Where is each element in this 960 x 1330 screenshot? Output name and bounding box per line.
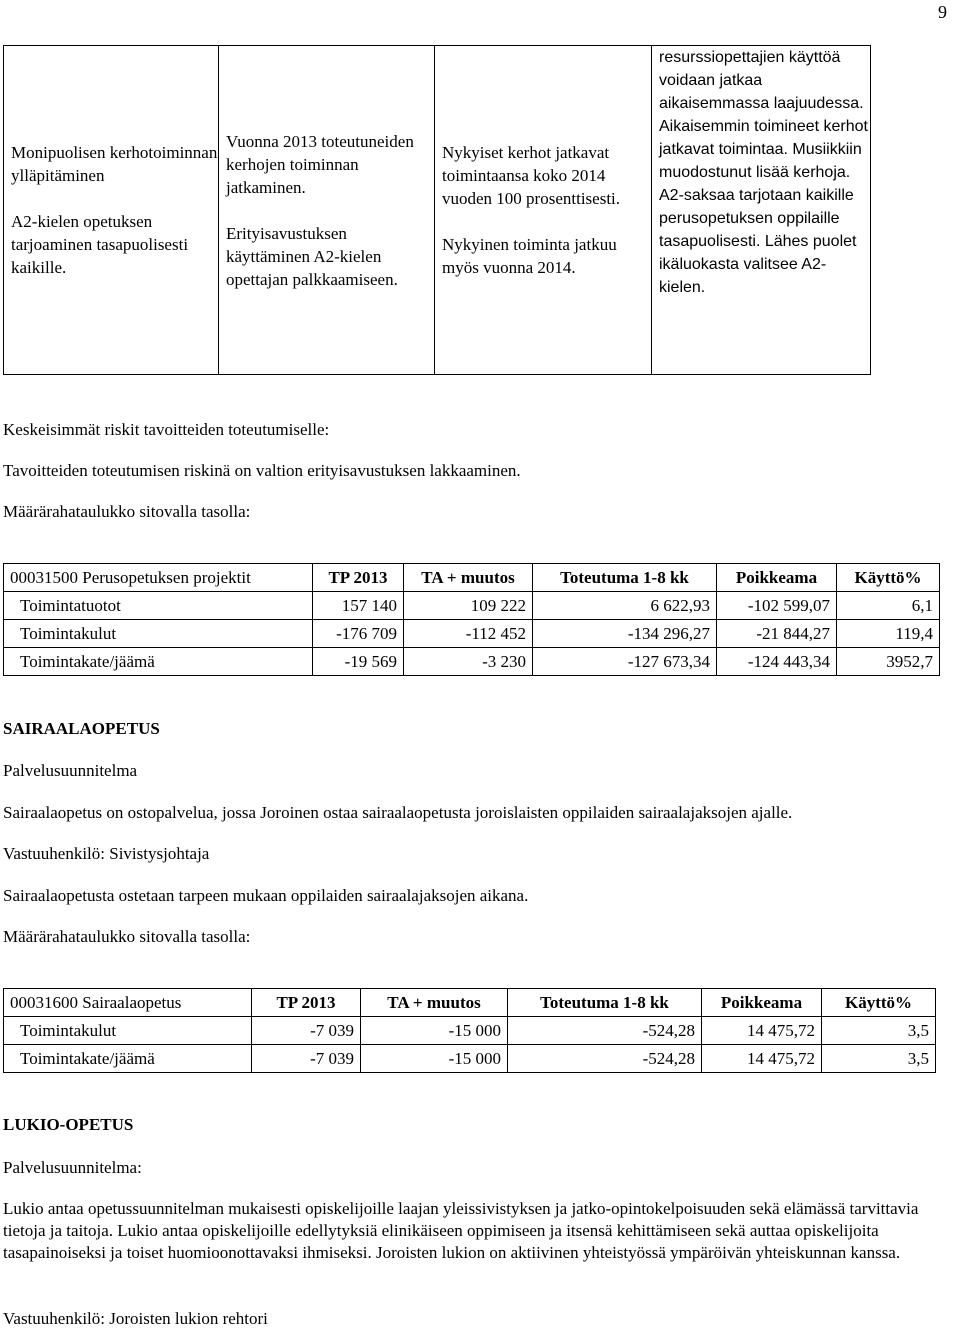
- target-text: Nykyinen toiminta jatkuu myös vuonna 2014.: [442, 235, 617, 277]
- table-cell: -15 000: [361, 1017, 508, 1045]
- table-header: Toteutuma 1-8 kk: [533, 564, 717, 592]
- table-header: TP 2013: [252, 989, 361, 1017]
- budget-intro: Määrärahataulukko sitovalla tasolla:: [3, 502, 251, 521]
- table-header: Toteutuma 1-8 kk: [508, 989, 702, 1017]
- result-text: resurssiopettajien käyttöä voidaan jatkaa aikaisemmassa laajuudessa.: [659, 49, 864, 112]
- table-cell: -7 039: [252, 1045, 361, 1073]
- row-label: Toimintakate/jäämä: [4, 648, 313, 676]
- table-cell: 6,1: [837, 592, 940, 620]
- table-header: 00031600 Sairaalaopetus: [4, 989, 252, 1017]
- goals-col-1: [4, 46, 219, 375]
- table-row: [4, 592, 940, 620]
- goal-text: A2-kielen opetuksen tarjoaminen tasapuolisesti kaikille.: [11, 212, 189, 277]
- budget-table-perusopetus: [3, 563, 940, 676]
- table-cell: 3,5: [822, 1017, 936, 1045]
- table-cell: -15 000: [361, 1045, 508, 1073]
- page-number: 9: [938, 2, 947, 22]
- table-cell: 3,5: [822, 1045, 936, 1073]
- section-heading-sairaalaopetus: SAIRAALAOPETUS: [3, 719, 160, 738]
- table-row: [4, 620, 940, 648]
- body-text: Lukio antaa opetussuunnitelman mukaisesti opiskelijoille laajan yleissivistyksen ja jatko-opintokelpoisuuden sekä elämässä tarvittavia tietoja ja taitoja. Lukio antaa opiskelijoille edellytyksiä elinikäiseen oppimiseen ja itsensä kehittämiseen sekä auttaa opiskelijoita tasapainoiseksi ja toiset huomioonottavaksi ihmiseksi. Joroisten lukion on aktiivinen yhteistyössä ympäröivän yhteiskunnan kanssa.: [3, 1199, 919, 1262]
- table-header: Poikkeama: [702, 989, 822, 1017]
- table-header: 00031500 Perusopetuksen projektit: [4, 564, 313, 592]
- budget-table-sairaalaopetus: [3, 988, 936, 1073]
- row-label: Toimintakate/jäämä: [4, 1045, 252, 1073]
- table-header: TA + muutos: [361, 989, 508, 1017]
- table-cell: 109 222: [404, 592, 533, 620]
- goal-text: Monipuolisen kerhotoiminnan ylläpitäminen: [11, 143, 218, 185]
- responsible-person: Vastuuhenkilö: Joroisten lukion rehtori: [3, 1309, 268, 1328]
- table-cell: 119,4: [837, 620, 940, 648]
- section-heading-lukio: LUKIO-OPETUS: [3, 1115, 134, 1134]
- risks-heading: Keskeisimmät riskit tavoitteiden toteutumiselle:: [3, 420, 330, 439]
- table-row: [4, 1017, 936, 1045]
- table-row: [4, 648, 940, 676]
- body-text: Sairaalaopetus on ostopalvelua, jossa Joroinen ostaa sairaalaopetusta joroislaisten oppilaiden sairaalajaksojen ajalle.: [3, 803, 793, 822]
- table-header: TA + muutos: [404, 564, 533, 592]
- risks-text: Tavoitteiden toteutumisen riskinä on valtion erityisavustuksen lakkaaminen.: [3, 461, 521, 480]
- budget-intro: Määrärahataulukko sitovalla tasolla:: [3, 927, 251, 946]
- goals-col-4: [652, 46, 871, 375]
- table-cell: -134 296,27: [533, 620, 717, 648]
- table-cell: -102 599,07: [717, 592, 837, 620]
- table-cell: -127 673,34: [533, 648, 717, 676]
- table-row: [4, 1045, 936, 1073]
- row-label: Toimintakulut: [4, 1017, 252, 1045]
- table-cell: -3 230: [404, 648, 533, 676]
- table-cell: 3952,7: [837, 648, 940, 676]
- table-header: Käyttö%: [822, 989, 936, 1017]
- table-cell: -524,28: [508, 1017, 702, 1045]
- goals-col-3: [435, 46, 652, 375]
- section-subheading: Palvelusuunnitelma:: [3, 1158, 142, 1177]
- table-cell: -124 443,34: [717, 648, 837, 676]
- table-header: Poikkeama: [717, 564, 837, 592]
- table-cell: 14 475,72: [702, 1045, 822, 1073]
- table-cell: -176 709: [313, 620, 404, 648]
- action-text: Erityisavustuksen käyttäminen A2-kielen opettajan palkkaamiseen.: [226, 223, 398, 289]
- body-text: Sairaalaopetusta ostetaan tarpeen mukaan oppilaiden sairaalajaksojen aikana.: [3, 886, 529, 905]
- table-header: Käyttö%: [837, 564, 940, 592]
- row-label: Toimintatuotot: [4, 592, 313, 620]
- result-text: Aikaisemmin toimineet kerhot jatkavat toimintaa. Musiikkiin muodostunut lisää kerhoja.: [659, 118, 868, 181]
- table-cell: -21 844,27: [717, 620, 837, 648]
- result-text: A2-saksaa tarjotaan kaikille perusopetuksen oppilaille tasapuolisesti. Lähes puolet ikäluokasta valitsee A2-kielen.: [659, 187, 857, 296]
- table-cell: -112 452: [404, 620, 533, 648]
- table-header: TP 2013: [313, 564, 404, 592]
- action-text: Vuonna 2013 toteutuneiden kerhojen toiminnan jatkaminen.: [226, 131, 414, 197]
- responsible-person: Vastuuhenkilö: Sivistysjohtaja: [3, 844, 210, 863]
- goals-table: [3, 45, 871, 375]
- table-cell: -524,28: [508, 1045, 702, 1073]
- table-cell: 14 475,72: [702, 1017, 822, 1045]
- table-header-row: [4, 564, 940, 592]
- table-cell: 6 622,93: [533, 592, 717, 620]
- row-label: Toimintakulut: [4, 620, 313, 648]
- table-cell: -19 569: [313, 648, 404, 676]
- table-cell: -7 039: [252, 1017, 361, 1045]
- table-cell: 157 140: [313, 592, 404, 620]
- table-header-row: [4, 989, 936, 1017]
- target-text: Nykyiset kerhot jatkavat toimintaansa koko 2014 vuoden 100 prosenttisesti.: [442, 143, 621, 208]
- goals-col-2: [219, 46, 435, 375]
- section-subheading: Palvelusuunnitelma: [3, 761, 138, 780]
